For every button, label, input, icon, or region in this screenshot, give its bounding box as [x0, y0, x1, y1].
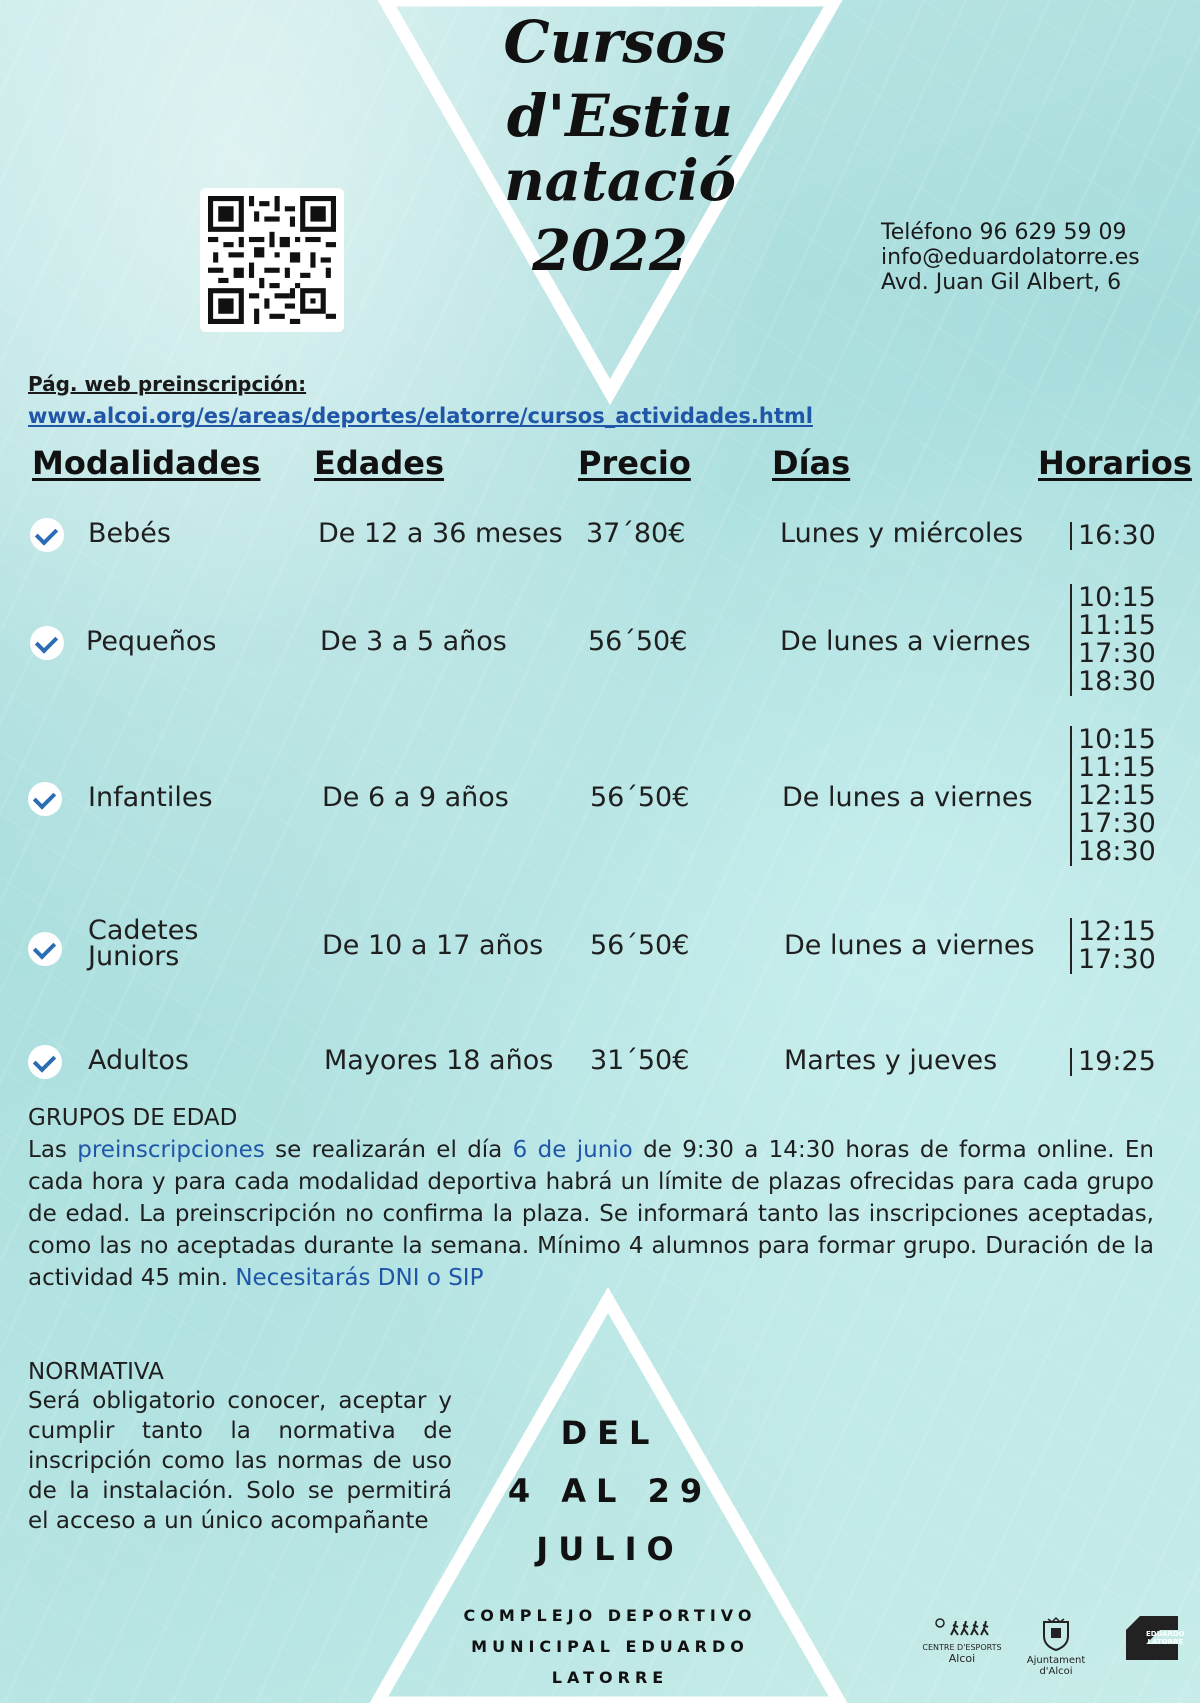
- title-line1: Cursos: [503, 8, 727, 76]
- row-horarios: [1070, 522, 1156, 550]
- row-dias: De lunes a viernes: [780, 626, 1031, 657]
- hour: 17:30: [1078, 944, 1156, 975]
- qr-code[interactable]: [200, 188, 344, 332]
- preinscription-label: Pág. web preinscripción:: [28, 372, 307, 396]
- contact-phone[interactable]: Teléfono 96 629 59 09: [881, 220, 1127, 245]
- row-horarios: [1070, 1048, 1156, 1076]
- grupos-heading: GRUPOS DE EDAD: [28, 1105, 238, 1131]
- row-horarios: [1070, 918, 1156, 974]
- hour: 17:30: [1078, 808, 1156, 839]
- eduardo-latorre-logo: [1122, 1612, 1184, 1668]
- header-precio: Precio: [578, 444, 691, 482]
- row-dias: De lunes a viernes: [782, 782, 1033, 813]
- row-precio: 31´50€: [590, 1045, 690, 1076]
- title-line2: d'Estiu: [506, 82, 734, 150]
- venue-line3: LATORRE: [551, 1668, 669, 1687]
- fecha-link[interactable]: 6 de junio: [512, 1137, 633, 1163]
- row-horarios: [1070, 726, 1156, 866]
- latorre-text: LATORRE: [1147, 1638, 1184, 1646]
- check-icon: [30, 626, 64, 660]
- row-edad: De 6 a 9 años: [322, 782, 509, 813]
- normativa-heading: NORMATIVA: [28, 1359, 164, 1385]
- header-horarios: Horarios: [1038, 444, 1192, 482]
- hour: 19:25: [1078, 1046, 1156, 1077]
- hour: 11:15: [1078, 752, 1156, 783]
- row-dias: Lunes y miércoles: [780, 518, 1024, 549]
- venue-line2: MUNICIPAL EDUARDO: [471, 1637, 749, 1656]
- header-modalidades: Modalidades: [32, 444, 261, 482]
- preinscription-link[interactable]: www.alcoi.org/es/areas/deportes/elatorre/cursos_actividades.html: [28, 404, 813, 428]
- row-precio: 56´50€: [588, 626, 688, 657]
- check-icon: [28, 782, 62, 816]
- contact-info: [881, 220, 1140, 295]
- ajuntament-text: Ajuntament d'Alcoi: [1026, 1655, 1086, 1677]
- grupos-text-1: Las: [28, 1137, 78, 1163]
- check-icon: [30, 518, 64, 552]
- grupos-text-3: de 9:30 a 14:30 horas de forma online. En cada hora y para cada modalidad deportiva habrá un límite de plazas ofrecidas para cada grupo de edad. La preinscripción no confirma la plaza. Se informará tanto las inscripciones aceptadas, como las no aceptadas durante la semana. Mínimo 4 alumnos para formar grupo. Duración de la actividad 45 min.: [28, 1137, 1154, 1291]
- hour: 17:30: [1078, 638, 1156, 669]
- row-precio: 56´50€: [590, 930, 690, 961]
- row-modalidad: Infantiles: [88, 782, 213, 813]
- ajuntament-logo: [1010, 1616, 1102, 1677]
- centre-esports-logo: [920, 1618, 1004, 1665]
- hour: 12:15: [1078, 780, 1156, 811]
- contact-email[interactable]: info@eduardolatorre.es: [881, 245, 1140, 270]
- eduardo-text: EDUARDO: [1146, 1630, 1185, 1638]
- row-modalidad-2: Juniors: [88, 941, 180, 972]
- qr-code-icon: [208, 196, 336, 324]
- row-edad: Mayores 18 años: [324, 1045, 554, 1076]
- dni-sip-link[interactable]: Necesitarás DNI o SIP: [235, 1265, 484, 1291]
- dates-line2: 4 AL 29: [507, 1472, 713, 1510]
- venue-line1: COMPLEJO DEPORTIVO: [463, 1606, 757, 1625]
- title-year: 2022: [532, 218, 688, 284]
- row-precio: 37´80€: [586, 518, 686, 549]
- row-dias: De lunes a viernes: [784, 930, 1035, 961]
- row-modalidad: Cadetes: [88, 915, 199, 946]
- hour: 10:15: [1078, 724, 1156, 755]
- dates-line1: DEL: [560, 1414, 660, 1452]
- check-icon: [28, 1045, 62, 1079]
- row-horarios: [1070, 584, 1156, 696]
- dates-line3: JULIO: [536, 1530, 684, 1568]
- hour: 12:15: [1078, 916, 1156, 947]
- grupos-text-2: se realizarán el día: [264, 1137, 513, 1163]
- runners-icon: [932, 1618, 992, 1640]
- hour: 18:30: [1078, 836, 1156, 867]
- coat-of-arms-icon: [1039, 1616, 1073, 1652]
- hour: 11:15: [1078, 610, 1156, 641]
- row-modalidad: Adultos: [88, 1045, 189, 1076]
- preinscripciones-link[interactable]: preinscripciones: [77, 1137, 265, 1163]
- contact-address: Avd. Juan Gil Albert, 6: [881, 270, 1122, 295]
- hour: 16:30: [1078, 520, 1156, 551]
- centre-esports-alcoi: Alcoi: [948, 1652, 976, 1665]
- check-icon: [28, 932, 62, 966]
- hour: 10:15: [1078, 582, 1156, 613]
- title-line3: natació: [504, 148, 736, 214]
- centre-esports-text: CENTRE D'ESPORTS: [922, 1643, 1002, 1652]
- row-dias: Martes y jueves: [784, 1045, 998, 1076]
- row-modalidad: Pequeños: [86, 626, 217, 657]
- header-edades: Edades: [314, 444, 445, 482]
- row-modalidad: Bebés: [88, 518, 171, 549]
- grupos-text: [28, 1134, 1154, 1294]
- header-dias: Días: [772, 444, 851, 482]
- row-precio: 56´50€: [590, 782, 690, 813]
- normativa-text: Será obligatorio conocer, aceptar y cumplir tanto la normativa de inscripción como las normas de uso de la instalación. Solo se permitirá el acceso a un único acompañante: [28, 1388, 452, 1534]
- row-edad: De 3 a 5 años: [320, 626, 507, 657]
- row-edad: De 12 a 36 meses: [318, 518, 563, 549]
- hour: 18:30: [1078, 666, 1156, 697]
- row-edad: De 10 a 17 años: [322, 930, 544, 961]
